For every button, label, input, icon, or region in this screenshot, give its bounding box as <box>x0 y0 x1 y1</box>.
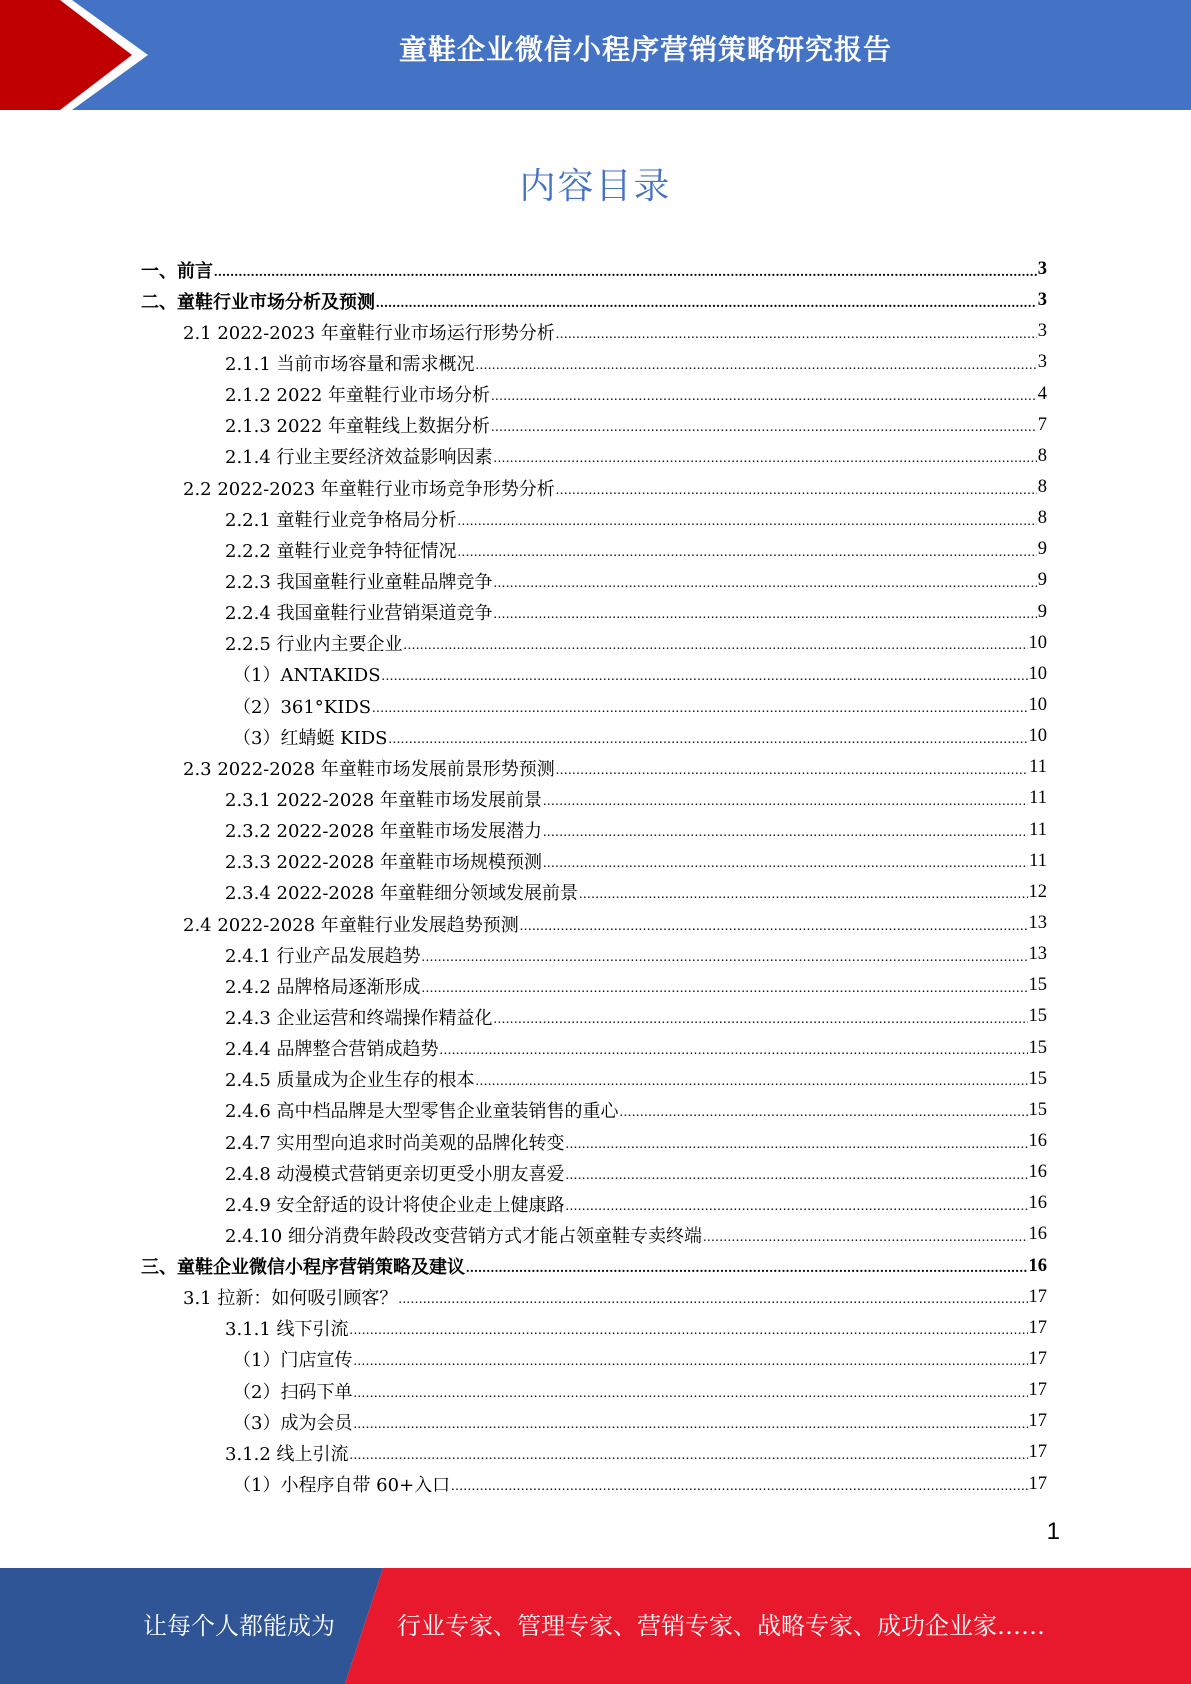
toc-dot-leader <box>566 1163 1028 1183</box>
toc-entry-title: （2）361°KIDS <box>233 696 372 718</box>
toc-entry-title: 2.3.3 2022-2028 年童鞋市场规模预测 <box>225 852 542 874</box>
toc-entry-title: 3.1 拉新：如何吸引顾客？ <box>183 1288 398 1310</box>
toc-entry[interactable] <box>141 472 1047 503</box>
toc-entry-page: 10 <box>1028 695 1047 716</box>
report-title: 童鞋企业微信小程序营销策略研究报告 <box>398 33 892 66</box>
toc-entry-page: 16 <box>1028 1131 1047 1151</box>
toc-dot-leader <box>703 1225 1028 1245</box>
toc-entry-page: 13 <box>1028 944 1047 965</box>
toc-entry-title: 2.2 2022-2023 年童鞋行业市场竞争形势分析 <box>183 478 555 500</box>
toc-entry-title: 2.4 2022-2028 年童鞋行业发展趋势预测 <box>183 914 519 936</box>
toc-entry[interactable] <box>141 1344 1047 1375</box>
toc-entry[interactable] <box>141 1282 1047 1313</box>
toc-entry-title: 2.1.2 2022 年童鞋行业市场分析 <box>225 385 491 407</box>
toc-entry-title: （1）ANTAKIDS <box>233 665 381 687</box>
toc-dot-leader <box>353 1381 1027 1401</box>
toc-entry-page: 11 <box>1029 788 1047 809</box>
toc-dot-leader <box>458 540 1037 560</box>
toc-entry-page: 9 <box>1037 539 1047 560</box>
toc-entry-page: 16 <box>1028 1193 1047 1214</box>
toc-dot-leader <box>543 820 1028 840</box>
toc-entry-page: 3 <box>1037 352 1047 373</box>
page-number: 1 <box>1046 1518 1060 1545</box>
toc-entry-title: 2.2.4 我国童鞋行业营销渠道竞争 <box>225 603 493 625</box>
toc-dot-leader <box>382 664 1028 684</box>
toc-dot-leader <box>579 882 1028 902</box>
toc-entry-title: 2.4.3 企业运营和终端操作精益化 <box>225 1007 493 1029</box>
toc-entry[interactable] <box>141 1406 1047 1437</box>
toc-dot-leader <box>476 1069 1028 1089</box>
toc-entry-page: 3 <box>1037 259 1047 280</box>
toc-entry-page: 9 <box>1037 601 1047 622</box>
toc-entry-title: 2.2.5 行业内主要企业 <box>225 634 403 656</box>
toc-entry-title: 2.4.7 实用型向追求时尚美观的品牌化转变 <box>225 1132 565 1154</box>
toc-entry[interactable] <box>141 1126 1047 1157</box>
toc-entry[interactable] <box>141 1001 1047 1032</box>
footer-slogan-left: 让每个人都能成为 <box>143 1612 335 1640</box>
toc-entry-title: 三、童鞋企业微信小程序营销策略及建议 <box>141 1257 465 1279</box>
toc-entry-title: 2.3.4 2022-2028 年童鞋细分领域发展前景 <box>225 883 578 905</box>
toc-entry-page: 3 <box>1037 290 1047 311</box>
toc-entry-page: 8 <box>1037 445 1047 466</box>
header-arrow-icon <box>0 0 160 110</box>
toc-dot-leader <box>440 1038 1028 1058</box>
toc-dot-leader <box>376 291 1037 311</box>
toc-dot-leader <box>556 322 1037 342</box>
toc-entry-page: 10 <box>1028 726 1047 747</box>
toc-entry-title: 2.4.8 动漫模式营销更亲切更受小朋友喜爱 <box>225 1163 565 1185</box>
toc-entry[interactable] <box>141 783 1047 814</box>
toc-dot-leader <box>476 353 1037 373</box>
toc-dot-leader <box>353 1349 1027 1369</box>
toc-dot-leader <box>389 727 1028 747</box>
toc-entry-page: 11 <box>1029 757 1047 778</box>
toc-entry[interactable] <box>141 939 1047 970</box>
toc-entry[interactable] <box>141 815 1047 846</box>
toc-entry-page: 17 <box>1028 1348 1047 1369</box>
toc-entry[interactable] <box>141 1375 1047 1406</box>
toc-entry-page: 17 <box>1028 1286 1047 1307</box>
toc-entry-title: 二、童鞋行业市场分析及预测 <box>141 291 375 313</box>
toc-entry-title: （2）扫码下单 <box>233 1381 353 1403</box>
toc-entry[interactable] <box>141 628 1047 659</box>
toc-entry-title: 2.1 2022-2023 年童鞋行业市场运行形势分析 <box>183 322 555 344</box>
toc-dot-leader <box>543 851 1028 871</box>
toc-entry[interactable] <box>141 1251 1047 1282</box>
toc-entry-title: 一、前言 <box>141 260 213 282</box>
toc-entry-page: 16 <box>1028 1162 1047 1183</box>
header-banner <box>0 0 1191 110</box>
toc-entry-title: （1）小程序自带 60+入口 <box>233 1475 451 1497</box>
toc-entry-page: 11 <box>1029 850 1047 871</box>
toc-entry[interactable] <box>141 1468 1047 1499</box>
toc-dot-leader <box>491 384 1037 404</box>
toc-entry-title: 2.2.3 我国童鞋行业童鞋品牌竞争 <box>225 571 493 593</box>
toc-entry[interactable] <box>141 1437 1047 1468</box>
toc-list <box>141 254 1047 1500</box>
toc-entry-page: 17 <box>1028 1473 1047 1494</box>
toc-dot-leader <box>494 446 1037 466</box>
toc-dot-leader <box>372 696 1027 716</box>
toc-entry[interactable] <box>141 565 1047 596</box>
toc-entry-title: 2.3.1 2022-2028 年童鞋市场发展前景 <box>225 789 542 811</box>
toc-entry-page: 4 <box>1037 383 1047 404</box>
toc-dot-leader <box>494 602 1037 622</box>
toc-entry-page: 12 <box>1028 881 1047 902</box>
toc-entry-title: 2.3 2022-2028 年童鞋市场发展前景形势预测 <box>183 758 555 780</box>
toc-entry[interactable] <box>141 285 1047 316</box>
toc-entry-page: 3 <box>1037 321 1047 342</box>
toc-dot-leader <box>491 415 1037 435</box>
toc-dot-leader <box>543 789 1028 809</box>
toc-entry-title: （1）门店宣传 <box>233 1350 353 1372</box>
toc-entry[interactable] <box>141 846 1047 877</box>
toc-entry-page: 16 <box>1028 1224 1047 1245</box>
toc-entry[interactable] <box>141 1188 1047 1219</box>
toc-dot-leader <box>451 1474 1027 1494</box>
toc-entry-page: 15 <box>1028 1068 1047 1089</box>
toc-dot-leader <box>422 976 1028 996</box>
toc-entry-page: 16 <box>1028 1255 1047 1276</box>
toc-entry[interactable] <box>141 1313 1047 1344</box>
toc-dot-leader <box>422 945 1028 965</box>
footer-banner <box>0 1568 1191 1684</box>
toc-entry-title: 2.4.4 品牌整合营销成趋势 <box>225 1039 439 1061</box>
toc-dot-leader <box>458 509 1037 529</box>
toc-entry-page: 17 <box>1028 1317 1047 1338</box>
toc-entry-page: 11 <box>1029 819 1047 840</box>
toc-entry[interactable] <box>141 721 1047 752</box>
toc-dot-leader <box>404 633 1028 653</box>
toc-dot-leader <box>466 1256 1028 1276</box>
toc-dot-leader <box>566 1194 1028 1214</box>
toc-dot-leader <box>556 478 1037 498</box>
toc-entry-title: 2.4.1 行业产品发展趋势 <box>225 945 421 967</box>
toc-dot-leader <box>350 1318 1028 1338</box>
toc-title: 内容目录 <box>519 166 672 207</box>
toc-entry[interactable] <box>141 534 1047 565</box>
toc-entry[interactable] <box>141 1157 1047 1188</box>
toc-entry-page: 10 <box>1028 663 1047 684</box>
toc-entry-title: 2.1.1 当前市场容量和需求概况 <box>225 353 475 375</box>
toc-entry-title: 2.4.5 质量成为企业生存的根本 <box>225 1070 475 1092</box>
toc-dot-leader <box>620 1100 1028 1120</box>
footer-slogan-right: 行业专家、管理专家、营销专家、战略专家、成功企业家…… <box>397 1612 1045 1640</box>
toc-entry-title: 2.2.2 童鞋行业竞争特征情况 <box>225 540 457 562</box>
toc-entry-title: 2.4.9 安全舒适的设计将使企业走上健康路 <box>225 1194 565 1216</box>
toc-dot-leader <box>353 1412 1027 1432</box>
toc-dot-leader <box>214 260 1037 280</box>
toc-entry-title: 3.1.1 线下引流 <box>225 1319 349 1341</box>
toc-entry-title: 3.1.2 线上引流 <box>225 1443 349 1465</box>
toc-entry[interactable] <box>141 597 1047 628</box>
toc-dot-leader <box>556 758 1028 778</box>
toc-entry-page: 13 <box>1028 913 1047 934</box>
toc-entry-page: 15 <box>1028 1037 1047 1058</box>
toc-entry-page: 9 <box>1037 570 1047 591</box>
toc-entry[interactable] <box>141 970 1047 1001</box>
toc-entry-title: 2.4.10 细分消费年龄段改变营销方式才能占领童鞋专卖终端 <box>225 1225 702 1247</box>
toc-entry-page: 17 <box>1028 1380 1047 1401</box>
toc-entry[interactable] <box>141 877 1047 908</box>
toc-dot-leader <box>520 914 1028 934</box>
toc-entry[interactable] <box>141 503 1047 534</box>
toc-entry[interactable] <box>141 316 1047 347</box>
toc-entry[interactable] <box>141 379 1047 410</box>
toc-entry[interactable] <box>141 347 1047 378</box>
toc-entry-title: 2.4.6 高中档品牌是大型零售企业童装销售的重心 <box>225 1101 619 1123</box>
toc-entry-title: （3）红蜻蜓 KIDS <box>233 727 388 749</box>
toc-entry[interactable] <box>141 659 1047 690</box>
toc-entry-title: （3）成为会员 <box>233 1412 353 1434</box>
toc-entry[interactable] <box>141 254 1047 285</box>
toc-dot-leader <box>398 1287 1027 1307</box>
toc-entry-page: 15 <box>1028 1099 1047 1120</box>
toc-entry[interactable] <box>141 441 1047 472</box>
toc-entry-page: 7 <box>1037 414 1047 435</box>
toc-entry-title: 2.2.1 童鞋行业竞争格局分析 <box>225 509 457 531</box>
toc-entry-title: 2.3.2 2022-2028 年童鞋市场发展潜力 <box>225 821 542 843</box>
toc-entry-title: 2.4.2 品牌格局逐渐形成 <box>225 976 421 998</box>
toc-entry[interactable] <box>141 908 1047 939</box>
toc-entry[interactable] <box>141 1064 1047 1095</box>
toc-entry-page: 10 <box>1028 632 1047 653</box>
toc-dot-leader <box>494 1007 1028 1027</box>
toc-entry-page: 17 <box>1028 1411 1047 1432</box>
toc-dot-leader <box>350 1443 1028 1463</box>
toc-entry[interactable] <box>141 752 1047 783</box>
toc-entry-page: 17 <box>1028 1442 1047 1463</box>
toc-entry-page: 15 <box>1028 975 1047 996</box>
toc-entry-title: 2.1.4 行业主要经济效益影响因素 <box>225 447 493 469</box>
toc-entry-page: 8 <box>1037 508 1047 529</box>
toc-entry[interactable] <box>141 690 1047 721</box>
toc-dot-leader <box>494 571 1037 591</box>
toc-entry[interactable] <box>141 1095 1047 1126</box>
toc-entry-title: 2.1.3 2022 年童鞋线上数据分析 <box>225 416 491 438</box>
toc-entry-page: 8 <box>1037 477 1047 498</box>
toc-entry[interactable] <box>141 1219 1047 1250</box>
toc-dot-leader <box>566 1132 1028 1152</box>
toc-entry-page: 15 <box>1028 1006 1047 1027</box>
toc-entry[interactable] <box>141 1033 1047 1064</box>
toc-entry[interactable] <box>141 410 1047 441</box>
